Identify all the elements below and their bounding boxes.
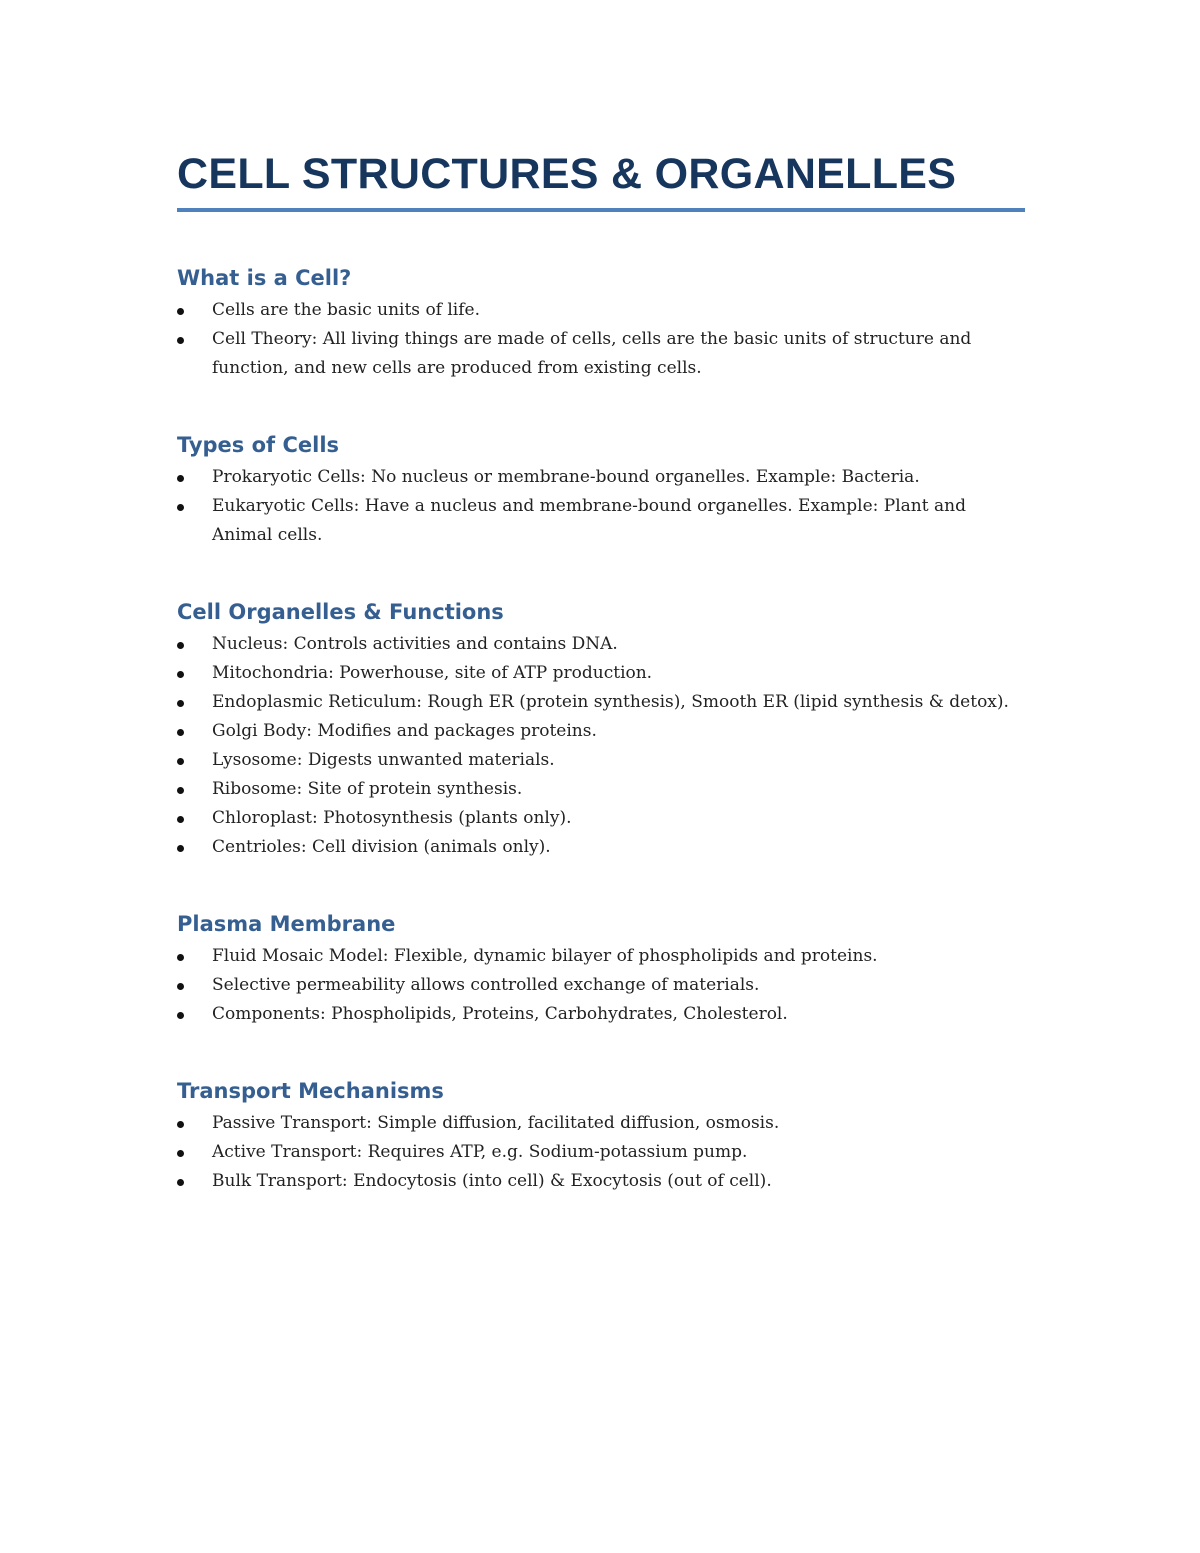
- list-item: [177, 833, 1025, 862]
- list-item-text: Lysosome: Digests unwanted materials.: [212, 750, 555, 770]
- list-item-text: Endoplasmic Reticulum: Rough ER (protein synthesis), Smooth ER (lipid synthesis & detox).: [212, 692, 1009, 712]
- section-plasma-membrane: [177, 910, 1025, 1029]
- bullet-icon: [177, 787, 184, 794]
- section-heading: Types of Cells: [177, 433, 340, 457]
- section-heading: Plasma Membrane: [177, 912, 396, 936]
- section-cell-organelles: [177, 598, 1025, 862]
- bullet-list: [177, 296, 1025, 383]
- bullet-icon: [177, 700, 184, 707]
- list-item: [177, 325, 1025, 383]
- list-item: [177, 1109, 1025, 1138]
- bullet-icon: [177, 758, 184, 765]
- list-item: [177, 804, 1025, 833]
- bullet-icon: [177, 1179, 184, 1186]
- bullet-list: [177, 942, 1025, 1029]
- list-item-text: Selective permeability allows controlled exchange of materials.: [212, 975, 760, 995]
- bullet-icon: [177, 729, 184, 736]
- list-item-text: Nucleus: Controls activities and contains DNA.: [212, 634, 618, 654]
- bullet-icon: [177, 671, 184, 678]
- list-item: [177, 1000, 1025, 1029]
- list-item: [177, 971, 1025, 1000]
- list-item: [177, 296, 1025, 325]
- list-item: [177, 746, 1025, 775]
- section-heading: What is a Cell?: [177, 266, 352, 290]
- list-item-text: Active Transport: Requires ATP, e.g. Sodium-potassium pump.: [212, 1142, 748, 1162]
- section-types-of-cells: [177, 431, 1025, 550]
- bullet-list: [177, 463, 1025, 550]
- bullet-icon: [177, 504, 184, 511]
- bullet-icon: [177, 845, 184, 852]
- list-item: [177, 1167, 1025, 1196]
- bullet-icon: [177, 308, 184, 315]
- section-what-is-a-cell: [177, 264, 1025, 383]
- bullet-list: [177, 630, 1025, 862]
- list-item-text: Prokaryotic Cells: No nucleus or membrane-bound organelles. Example: Bacteria.: [212, 467, 920, 487]
- list-item-text: Fluid Mosaic Model: Flexible, dynamic bilayer of phospholipids and proteins.: [212, 946, 878, 966]
- bullet-icon: [177, 1150, 184, 1157]
- bullet-icon: [177, 1121, 184, 1128]
- list-item: [177, 775, 1025, 804]
- bullet-icon: [177, 475, 184, 482]
- bullet-icon: [177, 816, 184, 823]
- list-item: [177, 492, 1025, 550]
- title-underline: [177, 208, 1025, 212]
- bullet-icon: [177, 983, 184, 990]
- list-item: [177, 688, 1025, 717]
- list-item: [177, 630, 1025, 659]
- bullet-icon: [177, 337, 184, 344]
- list-item: [177, 659, 1025, 688]
- list-item-text: Ribosome: Site of protein synthesis.: [212, 779, 523, 799]
- list-item-text: Cell Theory: All living things are made of cells, cells are the basic units of structure and function, and new cells are produced from existing cells.: [212, 329, 972, 378]
- list-item-text: Cells are the basic units of life.: [212, 300, 480, 320]
- list-item-text: Golgi Body: Modifies and packages proteins.: [212, 721, 597, 741]
- list-item-text: Mitochondria: Powerhouse, site of ATP production.: [212, 663, 653, 683]
- bullet-icon: [177, 1012, 184, 1019]
- list-item-text: Bulk Transport: Endocytosis (into cell) & Exocytosis (out of cell).: [212, 1171, 772, 1191]
- list-item-text: Eukaryotic Cells: Have a nucleus and membrane-bound organelles. Example: Plant and Animal cells.: [212, 496, 966, 545]
- section-transport-mechanisms: [177, 1077, 1025, 1196]
- page-title: CELL STRUCTURES & ORGANELLES: [177, 150, 957, 198]
- section-heading: Transport Mechanisms: [177, 1079, 444, 1103]
- document-content: [177, 148, 1025, 1196]
- section-heading: Cell Organelles & Functions: [177, 600, 504, 624]
- list-item: [177, 942, 1025, 971]
- list-item-text: Centrioles: Cell division (animals only).: [212, 837, 551, 857]
- list-item-text: Components: Phospholipids, Proteins, Carbohydrates, Cholesterol.: [212, 1004, 788, 1024]
- list-item-text: Chloroplast: Photosynthesis (plants only).: [212, 808, 572, 828]
- list-item: [177, 463, 1025, 492]
- list-item: [177, 1138, 1025, 1167]
- list-item-text: Passive Transport: Simple diffusion, facilitated diffusion, osmosis.: [212, 1113, 780, 1133]
- bullet-icon: [177, 642, 184, 649]
- bullet-list: [177, 1109, 1025, 1196]
- list-item: [177, 717, 1025, 746]
- bullet-icon: [177, 954, 184, 961]
